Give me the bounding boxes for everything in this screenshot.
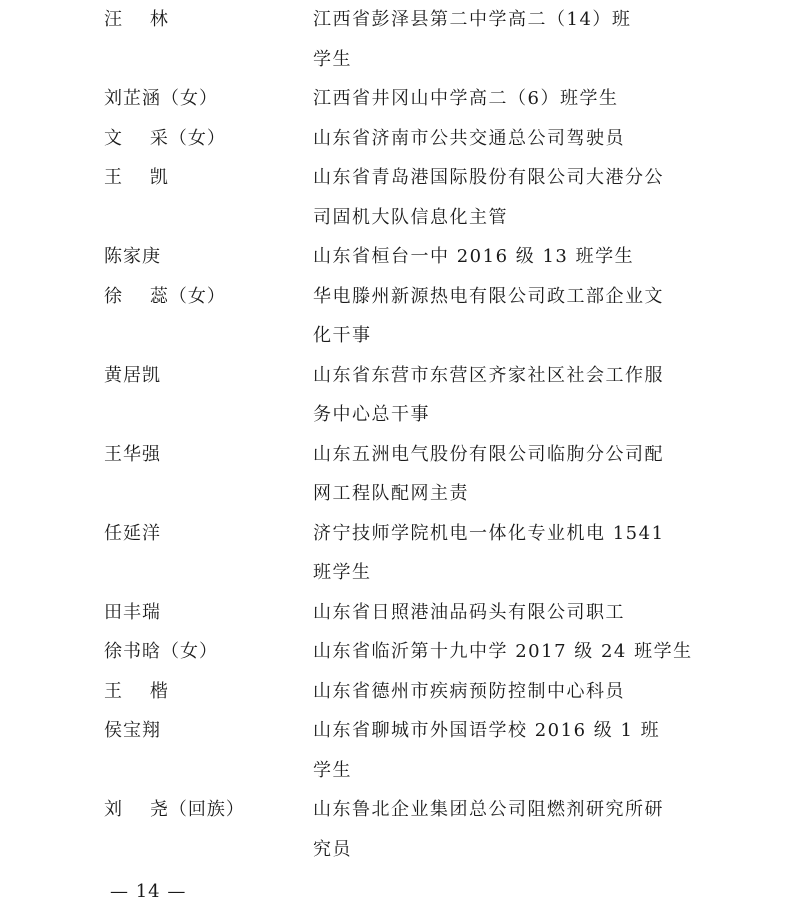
person-name: 徐书晗（女） xyxy=(104,641,218,662)
person-description-line: 华电滕州新源热电有限公司政工部企业文 xyxy=(313,285,664,307)
person-name: 黄居凯 xyxy=(104,364,161,386)
person-name: 刘芷涵（女） xyxy=(104,88,218,109)
person-description-line: 山东省济南市公共交通总公司驾驶员 xyxy=(313,127,625,149)
person-name: 刘 尧（回族） xyxy=(104,799,245,820)
person-description-line: 济宁技师学院机电一体化专业机电 1541 xyxy=(313,522,665,544)
person-description-line: 山东省德州市疾病预防控制中心科员 xyxy=(313,680,625,702)
person-description-line: 山东五洲电气股份有限公司临朐分公司配 xyxy=(313,443,664,465)
person-description-line: 究员 xyxy=(313,838,352,860)
person-description-line: 江西省彭泽县第二中学高二（14）班 xyxy=(313,9,632,30)
person-name: 徐 蕊（女） xyxy=(104,285,226,307)
person-description-line: 山东省临沂第十九中学 2017 级 24 班学生 xyxy=(313,641,693,662)
person-description-line: 班学生 xyxy=(313,562,372,583)
person-description-line: 山东省聊城市外国语学校 2016 级 1 班 xyxy=(313,720,661,741)
person-description-line: 学生 xyxy=(313,759,352,781)
person-description-line: 山东省青岛港国际股份有限公司大港分公 xyxy=(313,167,664,188)
person-name: 王 楷 xyxy=(104,680,169,702)
person-name: 侯宝翔 xyxy=(104,720,161,741)
person-name: 文 采（女） xyxy=(104,127,226,149)
person-description-line: 江西省井冈山中学高二（6）班学生 xyxy=(313,88,619,109)
page-number: — 14 — xyxy=(110,881,187,902)
person-description-line: 化干事 xyxy=(313,325,372,346)
person-name: 汪 林 xyxy=(104,9,169,30)
person-name: 任延洋 xyxy=(104,522,161,544)
person-description-line: 务中心总干事 xyxy=(313,404,430,425)
person-description-line: 山东鲁北企业集团总公司阻燃剂研究所研 xyxy=(313,799,664,820)
person-description-line: 司固机大队信息化主管 xyxy=(313,206,508,228)
person-name: 陈家庚 xyxy=(104,246,161,267)
person-name: 王 凯 xyxy=(104,167,169,188)
person-description-line: 山东省桓台一中 2016 级 13 班学生 xyxy=(313,246,635,267)
person-description-line: 山东省东营市东营区齐家社区社会工作服 xyxy=(313,364,664,386)
person-name: 王华强 xyxy=(104,443,161,465)
person-description-line: 学生 xyxy=(313,48,352,70)
person-name: 田丰瑞 xyxy=(104,601,161,623)
person-description-line: 网工程队配网主责 xyxy=(313,483,469,504)
person-description-line: 山东省日照港油品码头有限公司职工 xyxy=(313,601,625,623)
